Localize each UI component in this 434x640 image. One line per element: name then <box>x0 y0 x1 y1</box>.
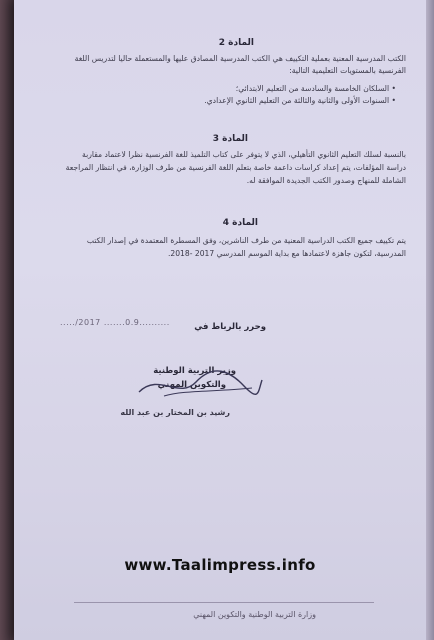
article-3-title: المادة 3 <box>212 134 248 144</box>
document-page <box>14 0 426 640</box>
article-3-line-3: الشاملة للمنهاج وصدور الكتب الجديدة الموافقة له. <box>246 176 406 185</box>
background-edge-left <box>0 0 14 640</box>
footer-ministry-name: وزارة التربية الوطنية والتكوين المهني <box>193 610 316 619</box>
website-watermark: www.Taalimpress.info <box>124 556 316 574</box>
article-3-line-2: دراسة المؤلفات، يتم إعداد كراسات داعمة خاصة بتعلم اللغة الفرنسية من طرف الوزارة، في انتظار المراجعة <box>65 163 406 172</box>
article-2-title: المادة 2 <box>218 38 254 48</box>
article-2-line-2: الفرنسية بالمستويات التعليمية التالية: <box>289 66 406 75</box>
minister-name: رشيد بن المختار بن عبد الله <box>120 408 230 417</box>
signature-date: ...../2017 .......0.9.......... <box>60 318 170 327</box>
article-2-line-1: الكتب المدرسية المعنية بعملية التكييف هي الكتب المدرسية المصادق عليها والمستعملة حاليا لتدريس اللغة <box>74 54 406 63</box>
article-2-bullet-2: • السنوات الأولى والثانية والثالثة من التعليم الثانوي الإعدادي. <box>204 96 396 106</box>
article-4-line-2: المدرسية، لتكون جاهزة لاعتمادها مع بداية الموسم المدرسي 2017 -2018. <box>167 249 406 258</box>
minister-title-line-2: والتكوين المهني <box>157 380 226 390</box>
background-edge-right <box>426 0 434 640</box>
article-4-line-1: يتم تكييف جميع الكتب الدراسية المعنية من طرف الناشرين، وفق المسطرة المعتمدة في إصدار الكتب <box>86 236 406 245</box>
article-2-bullet-1: • السلكان الخامسة والسادسة من التعليم الابتدائي؛ <box>236 84 396 94</box>
footer-divider <box>74 602 374 603</box>
signed-at-label: وحرر بالرباط في <box>194 322 266 332</box>
handwritten-signature <box>134 362 264 402</box>
minister-title-line-1: وزير التربية الوطنية <box>153 366 236 376</box>
article-3-line-1: بالنسبة لسلك التعليم الثانوي التأهيلي، الذي لا يتوفر على كتاب التلميذ للغة الفرنسية نظرا لاعتماد مقاربة <box>82 150 406 159</box>
article-4-title: المادة 4 <box>222 218 258 228</box>
